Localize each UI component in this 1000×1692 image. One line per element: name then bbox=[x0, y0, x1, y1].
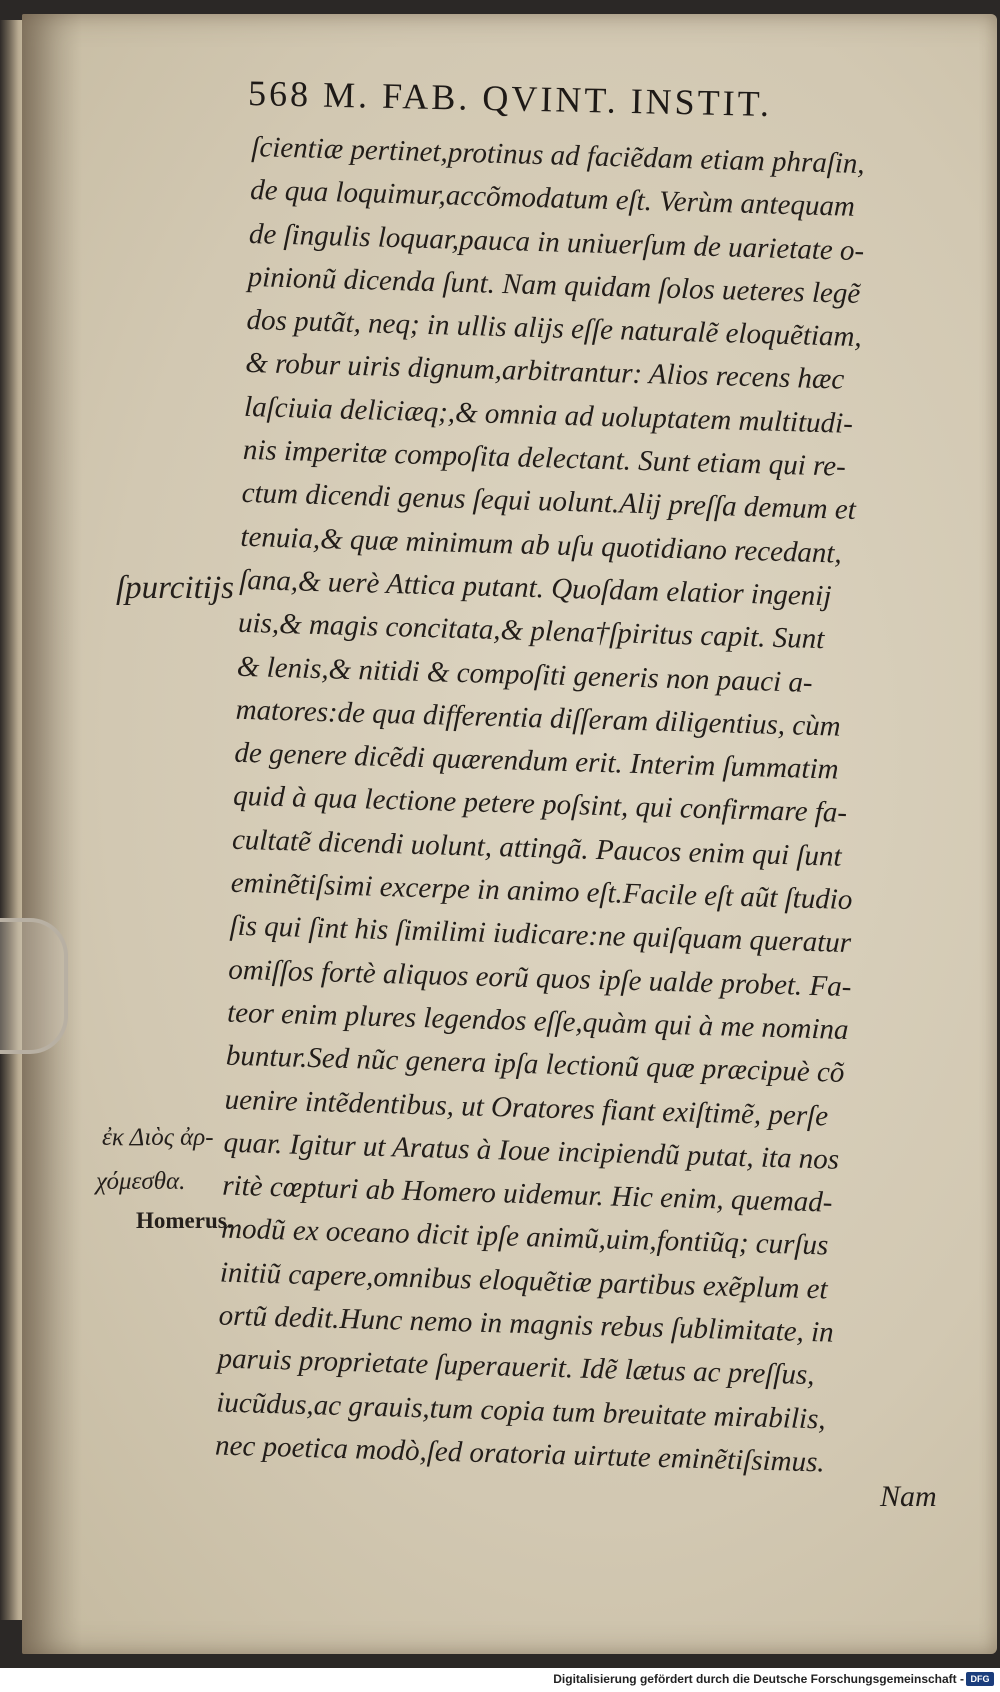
text-line: buntur.Sed nũc genera ipſa lectionũ quæ præcipuè cõ bbox=[225, 1039, 845, 1090]
text-line: eminẽtiſsimi excerpe in animo eſt.Facile eſt aũt ſtudio bbox=[230, 866, 853, 917]
marginal-note-homerus: Homerus. bbox=[136, 1208, 233, 1233]
text-line: ſis qui ſint his ſimilimi iudicare:ne quiſquam queratur bbox=[229, 910, 852, 960]
text-line: uenire intẽdentibus, ut Oratores fiant exiſtimẽ, perſe bbox=[224, 1083, 829, 1132]
text-line: matores:de qua differentia diſſeram diligentius, cùm bbox=[235, 693, 842, 743]
bookmark-ribbon bbox=[0, 918, 68, 1054]
text-line: initiũ capere,omnibus eloquẽtiæ partibus exẽplum et bbox=[219, 1256, 829, 1306]
marginal-note-greek-1: ἐκ Διὸς ἀρ- bbox=[102, 1124, 214, 1151]
text-line: de qua loquimur,accõmodatum eſt. Verùm antequam bbox=[249, 174, 856, 224]
text-line: tenuia,& quæ minimum ab uſu quotidiano recedant, bbox=[240, 520, 843, 570]
text-line: quar. Igitur ut Aratus à Ioue incipiendũ putat, ita nos bbox=[223, 1126, 840, 1176]
catchword: Nam bbox=[880, 1480, 937, 1513]
text-line: ritè cœpturi ab Homero uidemur. Hic enim, quemad- bbox=[221, 1169, 833, 1219]
text-line: uis,& magis concitata,& plena†ſpiritus capit. Sunt bbox=[237, 607, 825, 656]
text-line: ſana,& uerè Attica putant. Quoſdam elatior ingenij bbox=[238, 563, 832, 613]
digitization-credit: Digitalisierung gefördert durch die Deutsche Forschungsgemeinschaft - bbox=[553, 1672, 964, 1686]
text-line: modũ ex oceano dicit ipſe animũ,uim,fontiũq; curſus bbox=[220, 1212, 829, 1262]
text-line: paruis proprietate ſuperauerit. Idẽ lætus ac preſſus, bbox=[217, 1342, 815, 1392]
text-line: nis imperitæ compoſita delectant. Sunt etiam qui re- bbox=[242, 433, 847, 483]
marginal-note: ſpurcitijs bbox=[116, 570, 234, 606]
body-text bbox=[215, 126, 952, 1487]
text-line: & lenis,& nitidi & compoſiti generis non pauci a- bbox=[236, 650, 814, 699]
text-line: ctum dicendi genus ſequi uolunt.Alij preſſa demum et bbox=[241, 477, 857, 527]
gutter-shadow bbox=[22, 14, 82, 1654]
text-line: ſcientiæ pertinet,protinus ad faciẽdam etiam phraſin, bbox=[250, 130, 866, 181]
text-line: teor enim plures legendos eſſe,quàm qui à me nomina bbox=[226, 996, 849, 1046]
text-line: de ſingulis loquar,pauca in uniuerſum de uarietate o- bbox=[248, 217, 865, 267]
text-line: pinionũ dicenda ſunt. Nam quidam ſolos ueteres legẽ bbox=[247, 260, 861, 310]
text-line: laſciuia deliciæq;,& omnia ad uoluptatem multitudi- bbox=[243, 390, 854, 440]
text-line: de genere dicẽdi quærendum erit. Interim ſummatim bbox=[234, 736, 840, 786]
marginal-note-greek-2: χόμεσθα. bbox=[96, 1168, 186, 1195]
running-header: 568 M. FAB. QVINT. INSTIT. bbox=[247, 73, 773, 124]
text-line: iucũdus,ac grauis,tum copia tum breuitate mirabilis, bbox=[215, 1386, 827, 1436]
text-line: & robur uiris dignum,arbitrantur: Alios recens hæc bbox=[244, 347, 845, 397]
text-line: ortũ dedit.Hunc nemo in magnis rebus ſublimitate, in bbox=[218, 1299, 835, 1349]
dfg-logo: DFG bbox=[966, 1672, 994, 1686]
text-line: cultatẽ dicendi uolunt, attingã. Paucos enim qui ſunt bbox=[231, 823, 843, 873]
text-line: omiſſos fortè aliquos eorũ quos ipſe ualde probet. Fa- bbox=[227, 953, 852, 1003]
text-line: nec poetica modò,ſed oratoria uirtute eminẽtiſsimus. bbox=[214, 1429, 826, 1479]
text-line: quid à qua lectione petere poſsint, qui confirmare fa- bbox=[232, 780, 848, 830]
text-line: dos putãt, neq; in ullis alijs eſſe naturalẽ eloquẽtiam, bbox=[246, 304, 863, 354]
